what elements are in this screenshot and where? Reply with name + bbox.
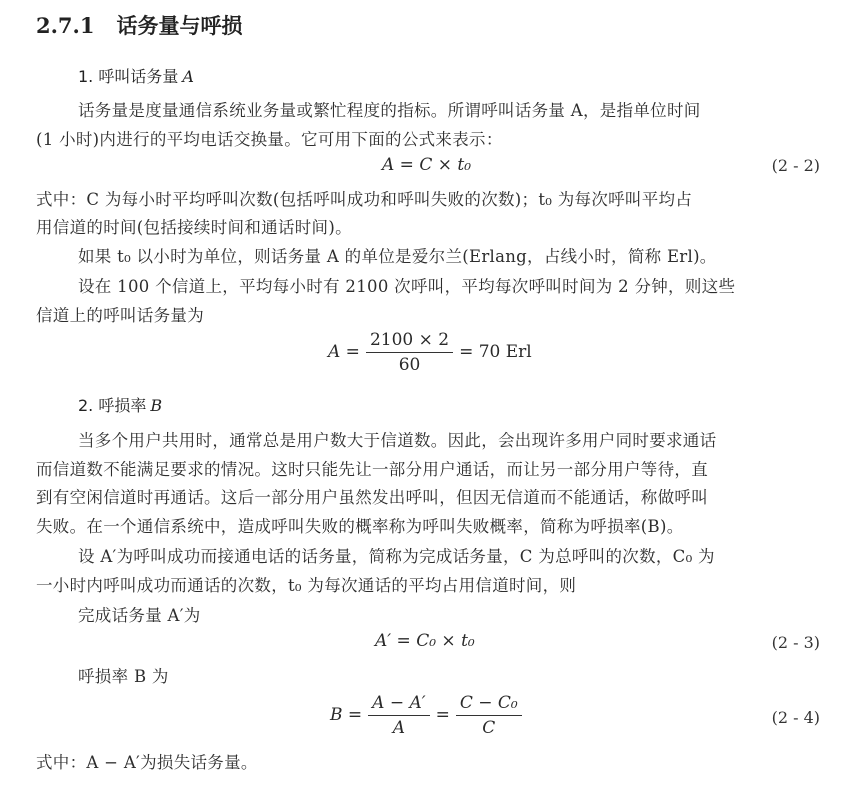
section-title: 话务量与呼损	[116, 14, 243, 38]
paragraph-line: 如果 t₀ 以小时为单位，则话务量 A 的单位是爱尔兰(Erlang，占线小时，简称 Erl)。	[78, 247, 717, 266]
equation-number: (2 - 4)	[771, 708, 820, 727]
example-denominator: 60	[398, 355, 421, 375]
equation-number: (2 - 3)	[771, 633, 820, 652]
eq-lhs: B =	[330, 705, 363, 725]
subsection-label: 2. 呼损率	[78, 396, 147, 415]
paragraph-line: 到有空闲信道时再通话。这后一部分用户虽然发出呼叫，但因无信道而不能通话，称做呼叫	[36, 488, 708, 507]
example-lhs: A =	[328, 342, 360, 362]
paragraph-line: (1 小时)内进行的平均电话交换量。它可用下面的公式来表示：	[36, 130, 503, 149]
subsection-label: 1. 呼叫话务量	[78, 67, 179, 86]
paragraph-line: 用信道的时间(包括接续时间和通话时间)。	[36, 218, 352, 237]
equation-2-4	[330, 693, 528, 738]
paragraph-line: 话务量是度量通信系统业务量或繁忙程度的指标。所谓呼叫话务量 A，是指单位时间	[78, 101, 701, 120]
example-rhs: = 70 Erl	[459, 342, 532, 362]
subsection-heading-traffic	[78, 64, 194, 87]
paragraph-line: 设在 100 个信道上，平均每小时有 2100 次呼叫，平均每次呼叫时间为 2 分钟，则这些	[78, 277, 736, 296]
section-number: 2.7.1	[36, 13, 95, 38]
example-numerator: 2100 × 2	[366, 330, 453, 353]
paragraph-line: 而信道数不能满足要求的情况。这时只能先让一部分用户通话，而让另一部分用户等待，直	[36, 460, 708, 479]
paragraph-line: 失败。在一个通信系统中，造成呼叫失败的概率称为呼叫失败概率，简称为呼损率(B)。	[36, 517, 684, 536]
eq-equals: =	[435, 705, 450, 725]
fraction-1	[368, 693, 429, 738]
fraction-1-numerator: A − A′	[368, 693, 429, 716]
subsection-heading-blocking	[78, 393, 162, 416]
paragraph-line: 式中：C 为每小时平均呼叫次数(包括呼叫成功和呼叫失败的次数)；t₀ 为每次呼叫平均占	[36, 190, 693, 209]
paragraph-line: 一小时内呼叫成功而通话的次数，t₀ 为每次通话的平均占用信道时间，则	[36, 576, 577, 595]
paragraph-line: 式中：A − A′为损失话务量。	[36, 753, 258, 772]
subsection-variable: A	[182, 67, 194, 86]
subsection-variable: B	[150, 396, 163, 415]
paragraph-line: 当多个用户共用时，通常总是用户数大于信道数。因此，会出现许多用户同时要求通话	[78, 431, 717, 450]
paragraph-line: 呼损率 B 为	[78, 667, 169, 686]
fraction-2-denominator: C	[482, 718, 496, 738]
fraction-2	[456, 693, 522, 738]
fraction-1-denominator: A	[392, 718, 406, 738]
paragraph-line: 信道上的呼叫话务量为	[36, 306, 204, 325]
example-fraction	[366, 330, 453, 375]
section-heading	[36, 10, 242, 40]
equation-2-3: A′ = C₀ × t₀	[375, 631, 475, 651]
equation-2-2: A = C × t₀	[382, 155, 472, 175]
example-equation	[328, 330, 532, 375]
paragraph-line: 设 A′为呼叫成功而接通电话的话务量，简称为完成话务量，C 为总呼叫的次数，C₀ 为	[78, 547, 715, 566]
paragraph-line: 完成话务量 A′为	[78, 606, 201, 625]
fraction-2-numerator: C − C₀	[456, 693, 522, 716]
equation-number: (2 - 2)	[771, 156, 820, 175]
